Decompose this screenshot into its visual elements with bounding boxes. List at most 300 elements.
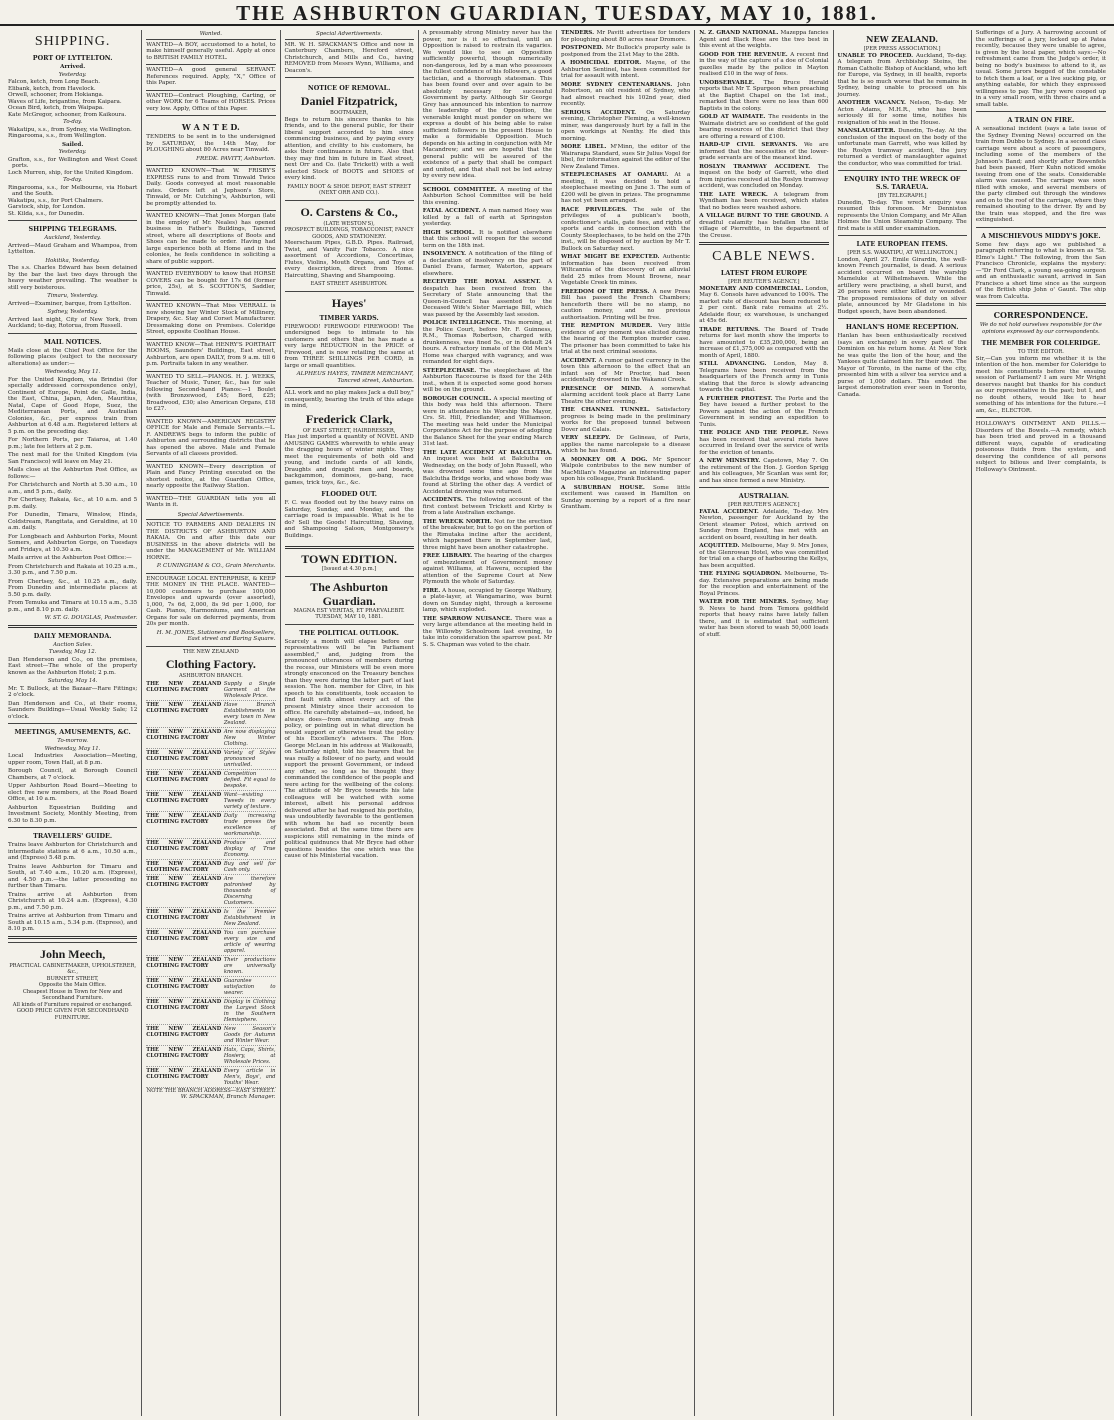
local-item — [561, 323, 690, 356]
telegram-place: Timaru, Yesterday. — [47, 293, 99, 299]
local-item-text: The steeplechase at the Ashburton Racecourse is fixed for the 24th inst., when it is expected some good horses will be on the ground. — [422, 367, 552, 393]
divider — [838, 235, 967, 236]
local-item-head: A SUBURBAN HOUSE. — [561, 484, 645, 491]
local-item — [561, 110, 690, 143]
factory-row — [146, 749, 275, 770]
clothing-factory-advert — [146, 646, 275, 1103]
divider — [976, 111, 1106, 112]
cable-item — [699, 430, 828, 456]
memo-item: Dan Henderson and Co., on the premises, East street—The whole of the property known as the Ashburton Hotel; 2 p.m. — [8, 656, 138, 676]
local-item-text: The residents in the Waimate district are so confident of the gold bearing resources of the district that they are offering a reward of £100. — [699, 114, 829, 140]
flooded-title: FLOODED OUT. — [321, 490, 377, 498]
nz-item-head: UNABLE TO PROCEED. — [837, 52, 914, 59]
factory-row — [146, 860, 275, 875]
travellers-title: TRAVELLERS' GUIDE. — [33, 832, 113, 840]
local-item-head: THE LATE WRECK. — [699, 191, 768, 198]
cable-item — [699, 458, 828, 484]
australian-item — [699, 571, 828, 597]
masthead-title: THE ASHBURTON GUARDIAN, TUESDAY, MAY 10, 1881. — [236, 1, 878, 25]
local-item-text: It is notified elsewhere that this school will reopen for the second term on the 18th inst. — [422, 229, 552, 249]
local-item-text: Very little evidence of any moment was elicited during the hearing of the Rempton murder case. The prisoner has been committed to take his trial at the next criminal sessions. — [561, 323, 691, 355]
train-title: A TRAIN ON FIRE. — [1007, 116, 1075, 124]
local-item — [561, 407, 690, 433]
local-item-text: The following account of the first contest between Trickett and Kirby is from a late Australian exchange. — [422, 497, 552, 516]
factory-row — [146, 929, 275, 956]
factory-row-name: THE NEW ZEALAND CLOTHING FACTORY — [146, 728, 222, 741]
removal-title: NOTICE OF REMOVAL. — [307, 84, 391, 92]
clark-sub: OF EAST STREET, HAIRDRESSER, — [302, 427, 396, 434]
factory-row-desc: Guarantee satisfaction to wearer. — [223, 977, 276, 996]
cable-item-text: London, May 6. Consols have advanced to 100⅜. The market rate of discount has been reduced to 2 per cent. Bank rate remains at 2½. Adelaide flour, ex warehouse, is unchanged at 45s 6d. — [699, 285, 829, 324]
telegram-place: Sydney, Yesterday. — [47, 309, 98, 315]
local-item-text: Mr Spencer Walpole contributes to the new number of MacMillan's Magazine an interesting paper upon his colleague, Frank Buckland. — [561, 456, 691, 482]
cable-agency: [PER REUTER'S AGENCY.] — [728, 279, 800, 285]
european-title: LATE EUROPEAN ITEMS. — [856, 240, 948, 248]
australian-item-head: FATAL ACCIDENT. — [699, 508, 759, 515]
enquiry-agency: [BY TELEGRAPH.] — [877, 193, 927, 199]
carstens-trade: PROSPECT BUILDINGS, TOBACCONIST, FANCY GOODS, AND STATIONERY. — [284, 227, 414, 240]
local-item-text: This morning, at the Police Court, before Mr. F. Guinness, R.M., Thomas Robertson, charged with drunkenness, was fined 5s., or in default 24 hours. A refractory inmate of the Old Men's Home was charged with vagrancy, and was remanded for eight days. — [422, 320, 552, 365]
factory-row-desc: Are therefore patronised by thousands of Discerning Customers. — [223, 875, 276, 906]
cable-item — [699, 327, 828, 360]
cable-item-text: The Board of Trade returns for last month show the imports to have amounted to £35,200,000, being an increase of £1,375,000 as compared with the month of April, 1880. — [699, 326, 829, 359]
local-item-text: Not for the erection of the breakwater, but to go on the portion of the Rimutaka incline after the accident, which happened there in September last, three might have been another catastrophe. — [422, 518, 552, 551]
memo-item: Auction Sales. — [53, 641, 93, 648]
farmers-text: NOTICE TO FARMERS AND DEALERS IN THE DISTRICTS OF ASHBURTON AND RAKAIA. On and after this date our BUSINESS in the above districts will be under the MANAGEMENT of Mr. WILLIAM HORNE. — [146, 522, 276, 561]
arrived-day: To-day. — [63, 119, 83, 125]
divider — [838, 170, 967, 171]
australian-item-head: THE FLYING SQUADRON. — [699, 571, 782, 577]
local-item — [561, 254, 690, 287]
ship-entry: Orwell, schooner, from Hokianga. — [8, 92, 104, 98]
train-item: Trains arrive at Ashburton from Christchurch at 10.24 a.m. (Express), 4.30 p.m., and 7.50 p.m. — [8, 891, 138, 911]
holloway-advert: HOLLOWAY'S OINTMENT AND PILLS.—Disorders of the Bowels.—A remedy, which has been tried and proved in a thousand different ways, capable of eradicating poisonous fluids from the system, and deserving the confidence of all persons subject to bilious and liver complaints, is Holloway's Ointment. — [975, 421, 1106, 473]
factory-row-name: THE NEW ZEALAND CLOTHING FACTORY — [146, 791, 222, 804]
factory-row-name: THE NEW ZEALAND CLOTHING FACTORY — [146, 1046, 222, 1059]
factory-row-name: THE NEW ZEALAND CLOTHING FACTORY — [146, 977, 222, 990]
local-item-head: THE WRECK NORTH. — [422, 518, 492, 525]
cable-item-head: THE POLICE AND THE PEOPLE. — [699, 430, 809, 436]
carstens-advert — [285, 200, 414, 290]
wanted-ad: WANTED KNOWN—That Miss VERRALL is now showing her Winter Stock of Millinery, Drapery, &c. Stay and Corset Manufacturer. Dressmaking done on Premises. Coleridge Street, opposite Coolihan House. — [146, 300, 275, 338]
nz-item-text: Nelson, To-day. Mr Acton Adams, M.H.R., who has been seriously ill for some time, notifies his resignation of his seat in the House. — [837, 100, 967, 126]
divider — [285, 576, 414, 577]
mail-item: Mails close at the Ashburton Post Office, as follows:— — [8, 467, 138, 480]
factory-row-desc: Supply a Single Garment at the Wholesale Price. — [223, 680, 276, 699]
local-item-head: POLICE INTELLIGENCE. — [422, 320, 502, 326]
ship-entry: Ringarooma, s.s., from Wellington. — [8, 133, 107, 139]
telegrams-title: SHIPPING TELEGRAMS. — [28, 225, 117, 233]
local-item-text: We are informed that the necessities of the lower-grade servants are of the meanest kind. — [699, 142, 829, 161]
fitzpatrick-trade: BOOTMAKER, — [330, 110, 369, 116]
local-item — [423, 553, 552, 586]
factory-row-desc: Is the Premier Establishment in New Zealand. — [223, 908, 276, 927]
nz-item — [838, 128, 967, 167]
australian-agency: [PER REUTER'S AGENCY.] — [728, 502, 800, 508]
local-item — [561, 82, 690, 108]
mail-item: The next mail for the United Kingdom (via San Francisco) will leave on May 21. — [8, 452, 138, 465]
memo-item: Mr. T. Bullock, at the Bazaar—Rare Fittings; 2 o'clock. — [8, 685, 138, 698]
cable-item-head: MONETARY AND COMMERCIAL. — [699, 285, 804, 292]
jury-text: Sufferings of a Jury. A harrowing account of the sufferings of a jury, locked up at Patea recently, because they were unable to agree, is given by the local paper, which says:—No refreshment came from the Judge's order, it being no body's business to attend to it, as usual. Some jurors begged of the constable to fetch them a loaf, or a live sucking pig, or anything eatable, for which they expressed willingness to pay. The jury were cooped up in a very small room, with three chairs and a small table. — [975, 30, 1106, 108]
divider — [699, 487, 828, 488]
local-item-head: A VILLAGE BURNT TO THE GROUND. — [699, 213, 823, 219]
local-item-head: A MONKEY OR A DOG. — [561, 456, 648, 463]
ship-entry: Ocean Bird, ketch, from Waipapa. — [8, 105, 104, 111]
cable-item-text: News has been received that several riots have occurred in Ireland over the service of writs for the eviction of tenants. — [699, 430, 829, 456]
factory-row-desc: You can purchase every size and article of wearing apparel. — [223, 929, 276, 954]
factory-row — [146, 770, 275, 791]
divider — [8, 827, 137, 828]
masthead — [0, 0, 1114, 26]
political-title: THE POLITICAL OUTLOOK. — [299, 628, 399, 637]
divider — [285, 546, 414, 549]
telegram-place: Auckland, Yesterday. — [44, 235, 101, 241]
encourage-advert — [146, 573, 275, 645]
local-item-text: M'Minn, the editor of the Wairarapa Standard, sues Sir Julius Vogel for libel, for information against the editor of the New Zealand Times. — [561, 144, 691, 170]
local-item-text: A special meeting of this body was held this afternoon. There were in attendance his Worship the Mayor, Crs. St. Hill, Friedlander, and Williamson. The meeting was held under the Municipal Corporations Act for the purpose of adopting the Balance Sheet for the year ending March 31st last. — [422, 395, 553, 447]
factory-row — [146, 701, 275, 728]
australian-item — [699, 543, 828, 569]
hanlan-text: Hanlan has been enthusiastically received (says an exchange) in every part of the Dominion on his return home. At New York he was quite the lion of the hour, and the Yankees quite claimed him for their own. The Mayor of Toronto, in the name of the city, presented him with a silver tea service and a purse of 1,000 dollars. This ended the largest demonstration ever seen in Toronto, Canada. — [837, 333, 967, 398]
local-item-text: Mr Pavitt advertises for tenders for ploughing about 80 acres near Dromore. — [561, 30, 691, 43]
meeting-item: Upper Ashburton Road Board—Meeting to elect five new members, at the Road Board Office, at 10 a.m. — [8, 783, 138, 802]
cable-item-head: A NEW MINISTRY. — [699, 458, 761, 464]
meech-advert — [8, 942, 137, 1024]
local-item — [423, 368, 552, 394]
factory-row — [146, 908, 275, 929]
local-item — [561, 435, 690, 455]
cable-item-text: The Porte and the Bey have issued a further protest to the Powers against the action of the French Government in sending an expedition to Tunis. — [699, 395, 829, 428]
local-item — [561, 60, 690, 80]
factory-row-name: THE NEW ZEALAND CLOTHING FACTORY — [146, 875, 222, 888]
telegram-text: Arrived—Examiner, barque, from Lyttelton. — [8, 300, 132, 307]
local-item-text: On Saturday evening, Christopher Fleming, a well-known miner, was dangerously hurt by a fall in the open workings at Nenthy. He died this morning. — [561, 109, 691, 142]
meech-line: Cheapest House in Town for New and Secondhand Furniture. — [22, 988, 123, 1001]
local-item — [561, 358, 690, 384]
local-item-text: The Bruce Herald reports that Mr T. Spurgeon when preaching at the Baptist Chapel on the 1st inst., remarked that there were no less than 600 Baptists in the colony. — [699, 79, 829, 112]
ship-entry: Kate McGregor, schooner, from Kaikoura. — [8, 111, 127, 118]
divider — [8, 936, 137, 939]
factory-row-desc: Produce and display of True Economy. — [223, 839, 276, 858]
factory-header: THE NEW ZEALAND — [182, 648, 239, 655]
clark-text: Has just imported a quantity of NOVEL AND AMUSING GAMES wherewith to while away the dragging hours of winter nights. They meet the requirements of both old and young, and include cards of all kinds, Draughts and draught men and boards, backgammon, dominoes, go-bang, race games, trick toys, &c., &c. — [284, 434, 414, 486]
ship-entry: Wakatipu, s.s., from Sydney, via Wellington. — [8, 126, 132, 133]
local-item-head: MORE LIBEL. — [561, 144, 607, 150]
nz-items — [838, 53, 967, 168]
hayes-sub: TIMBER YARDS. — [319, 313, 379, 322]
local-item-text: A dreadful calamity has befallen the little village of Pierrefitte, in the department of the Creuse. — [699, 213, 829, 239]
factory-branch: ASHBURTON BRANCH. — [178, 673, 243, 679]
local-item-head: INSOLVENCY. — [422, 251, 467, 257]
australian-item-head: WATER FOR THE MINERS. — [699, 599, 789, 605]
local-item-head: HARD-UP CIVIL SERVANTS. — [699, 142, 798, 148]
divider — [285, 624, 414, 625]
wanted-ad: WANTED KNOWN—Every description of Plain and Fancy Printing executed on the shortest notice, at the Guardian Office, nearly opposite the Railway Station. — [146, 461, 275, 492]
cable-item-head: A FURTHER PROTEST. — [699, 395, 773, 402]
mail-item: For Christchurch and North at 5.30 a.m., 10 a.m., and 5 p.m., daily. — [8, 482, 138, 495]
middy-text: Some few days ago we published a paragraph referring to what is known as "St. Elmo's Light." The following, from the San Francisco Chronicle, explains the mystery:—"Dr Ford Clark, a young sea-going surgeon and an enthusiastic savant, arrived in San Francisco a short time since as the surgeon of the British ship John o' Gaunt. The ship was from Calcutta. — [975, 241, 1106, 300]
factory-row-desc: Every article in Men's, Boys', and Youths' Wear. — [223, 1067, 276, 1086]
local-item-head: POSTPONED. — [561, 45, 604, 51]
wanted-ad: WANTED KNOWN—That Jones Morgan (late in the employ of Mr. Neales) has opened business in Father's Buildings, Tancred street, where all descriptions of Boots and Shoes can be made to order. Having had large experience both at Home and in the colonies, he feels confidence in soliciting a share of public support. — [146, 210, 275, 267]
cable-item — [699, 286, 828, 325]
meech-line: PRACTICAL CABINETMAKER, UPHOLSTERER, &c., — [9, 962, 137, 975]
local-item — [699, 80, 828, 113]
local-item-text: Authentic information has been received from Wiltcannia of the discovery of an alluvial field 25 miles from Mount Browne, near Vegetable Creek tin mines. — [561, 254, 691, 286]
cable-items — [699, 286, 828, 485]
divider — [8, 723, 137, 724]
local-item-head: ROSLYN TRAMWAY ACCIDENT. — [699, 163, 811, 170]
sailed-day: Yesterday. — [58, 149, 87, 155]
factory-rows — [146, 680, 275, 1088]
memo-item: Tuesday, May 12. — [48, 649, 97, 655]
ship-entry: Ringarooma, s.s., for Melbourne, via Hobart and the South. — [8, 184, 138, 197]
mail-item: For Longbeach and Ashburton Forks, Mount Somers, and Ashburton Gorge, on Tuesdays and Fridays, at 10.30 a.m. — [8, 533, 138, 553]
wanted-ad: WANTED EVERYBODY to know that HORSE COVERS can be bought for 17s 6d (former price, 25s), at S. SCOTTON'S, Saddler, Tinwald. — [146, 268, 275, 299]
article-text: A presumably strong Ministry never has the power, nor is it so effectual, until an Opposition is raised to restrain its vagaries. We would like to see an Opposition sufficiently powerful, though numerically non-dangerous, led by a man who possesses the fullest confidence of his followers, a good tactician, and a thorough statesman. This has been found over and over again to be absolutely necessary for successful Government by party. Although Sir George Grey has announced his intention to narrow the leadership of the Opposition, the venerable knight must ponder on where we express a doubt of his being able to raise sufficient followers in the present House to make a formidable Opposition. Much depends on his acting in conjunction with Mr Macandrew; and we are hopeful that the general public will be assured of the existence of a party that shall be compact and united, and that shall not be led astray by every new idea. — [422, 30, 552, 179]
mail-item: Wednesday, May 11. — [44, 369, 101, 375]
column-7 — [834, 30, 972, 1416]
factory-row-name: THE NEW ZEALAND CLOTHING FACTORY — [146, 839, 222, 852]
special-header: Special Advertisements. — [316, 31, 383, 37]
nz-item-text: Dunedin, To-day. At the conclusion of the inquest on the body of the unfortunate man Garrett, who was killed by the Roslyn tramway accident, the jury returned a verdict of manslaughter against the conductor, who was committed for trial. — [837, 128, 967, 167]
factory-row-name: THE NEW ZEALAND CLOTHING FACTORY — [146, 1025, 222, 1038]
meeting-item: To-morrow. — [57, 738, 88, 744]
local-item-text: The inquest on the body of Garrett, who died from injuries received at the Roslyn tramway accident, was concluded on Monday. — [699, 163, 829, 189]
local-item-head: GOOD FOR THE REVENUE. — [699, 51, 788, 58]
factory-row-desc: Are now displaying New Winter Clothing. — [223, 728, 276, 747]
sailed-day: To-day. — [63, 177, 83, 183]
spackman-notice: MR. W. H. SPACKMAN'S Office and now in Canterbury Chambers, Hereford street, Christchurch, and Mills and Co., having REMOVED from Messrs Wynn, Williams, and Deacon's. — [285, 39, 414, 77]
carstens-text: Meerschaum Pipes, G.B.D. Pipes. Railroad, Twist, and Vanity Fair Tobacco. A nice assortment of Accordions, Concertinas, Flutes, Violins, Mouth Organs, and Toys of every description, direct from Home. Haircutting, Shaving and Shampooing. — [284, 240, 414, 279]
cable-item — [699, 396, 828, 429]
factory-row-name: THE NEW ZEALAND CLOTHING FACTORY — [146, 770, 222, 783]
cable-item-head: TRADE RETURNS. — [699, 326, 760, 333]
wanted-ad: WANTED—THE GUARDIAN tells you all Wants in it. — [146, 493, 275, 511]
local-item — [423, 251, 552, 277]
factory-row-desc: New Season's Goods for Autumn and Winter Wear. — [223, 1025, 276, 1044]
local-item — [561, 30, 690, 43]
factory-row-name: THE NEW ZEALAND CLOTHING FACTORY — [146, 956, 222, 969]
local-item — [423, 320, 552, 366]
train-text: A sensational incident (says a late issue of the Sydney Evening News) occurred on the train from Dubbo to Sydney. In a second class carriage were about a score of passengers, including some of the members of the Johnson's Band; and shortly after Bowenfels had been passed, Herr Kuhn noticed smoke issuing from one of the seats. Considerable alarm was caused. The carriage was soon filled with smoke, and several members of the party climbed out through the windows and on to the roof of the carriage, where they remained shouting to the driver. By and by the train was stopped, and the fire was extinguished. — [975, 126, 1106, 223]
factory-row-desc: Want—existing Tweeds in every variety of texture. — [223, 791, 276, 810]
local-item-head: HIGH SCHOOL. — [422, 229, 475, 236]
factory-row-desc: Competition defied. Fit equal to bespoke. — [223, 770, 276, 789]
mail-signature: W. ST. G. DOUGLAS, Postmaster. — [44, 615, 138, 621]
correspondence-text: Sir,—Can you inform me whether it is the intention of the hon. member for Coleridge to meet his constituents before the ensuing session of Parliament? I am sure Mr Wright deserves naught but thanks for his conduct as our representative in the past; but I, and no doubt others, would like to hear something of his intentions for the future.—I am, &c., ELECTOR. — [975, 355, 1106, 414]
factory-row — [146, 791, 275, 812]
town-edition-title: TOWN EDITION. — [301, 552, 398, 566]
european-agency: [PER S.S. WAKATIPU, AT WELLINGTON.] — [847, 250, 957, 256]
column-5 — [557, 30, 695, 1416]
meech-line: All kinds of Furniture repaired or exchanged. — [12, 1001, 133, 1008]
hanlan-title: HANLAN'S HOME RECEPTION. — [845, 323, 959, 331]
local-item-head: WHAT MIGHT BE EXPECTED. — [561, 254, 660, 260]
factory-row — [146, 1046, 275, 1067]
factory-row — [146, 680, 275, 701]
arrived-title: Arrived. — [60, 64, 86, 70]
wanted-ad: WANTED—A good general SERVANT. References required. Apply, "X," Office of this Paper. — [146, 64, 275, 89]
meeting-item: Local Industries Association—Meeting, upper room, Town Hall, at 8 p.m. — [8, 753, 138, 766]
cable-sub: LATEST FROM EUROPE — [720, 269, 807, 277]
factory-row — [146, 875, 275, 908]
local-item-head: FREE LIBRARY. — [422, 553, 473, 559]
local-item — [699, 30, 828, 50]
divider — [423, 183, 552, 184]
factory-row-desc: Have Branch Establishments in every town in New Zealand. — [223, 701, 276, 726]
factory-row — [146, 1025, 275, 1046]
local-item-head: ACCIDENT. — [561, 357, 597, 364]
local-item-text: Mazeppa fancies Agent and Black Rose are the two best in this event at the weights. — [699, 30, 829, 49]
mail-item: Mails arrive at the Ashburton Post Office:— — [8, 555, 132, 561]
mail-item: From Christchurch and Rakaia at 10.25 a.m., 3.30 p.m., and 7.50 p.m. — [8, 563, 138, 576]
australian-item-text: Melbourne, May 9. Mrs Jones, of the Glenrowan Hotel, who was committed for trial on a charge of harbouring the Kellys, has been acquitted. — [699, 543, 829, 569]
local-item-head: RECEIVED THE ROYAL ASSENT. — [422, 279, 541, 285]
local-item-head: STEEPLECHASE. — [422, 367, 477, 374]
divider — [699, 242, 828, 245]
local-items — [561, 30, 690, 511]
factory-row-desc: Daily increasing trade proves the excellence of workmanship. — [223, 812, 276, 837]
local-item — [561, 457, 690, 483]
european-text: London, April 27. Emile Girardin, the well-known French journalist, is dead. A serious accident occurred on board the warship Mameluke at Wilhelmshaven. While the artillery were practising, a shell burst, and 26 persons were either killed or wounded. The proposed remissions of duty on silver plate, announced by Mr Gladstone in his Budget speech, have been abandoned. — [837, 256, 967, 315]
column-6 — [695, 30, 833, 1416]
australian-item — [699, 509, 828, 542]
cable-title: CABLE NEWS. — [712, 249, 816, 264]
local-item-head: FATAL ACCIDENT. — [422, 208, 481, 214]
newspaper-columns — [4, 30, 1110, 1416]
meeting-item: Wednesday, May 11. — [44, 745, 101, 752]
local-item-text: A man named Hoey was killed by a fall of earth at Springston yesterday. — [422, 208, 552, 227]
local-item — [423, 187, 552, 207]
carstens-name: O. Carstens & Co., — [300, 204, 398, 219]
fitzpatrick-name: Daniel Fitzpatrick, — [300, 94, 398, 108]
town-edition-issued: [Issued at 4.30 p.m.] — [321, 566, 377, 572]
meeting-item: Borough Council, at Borough Council Chambers, at 7 o'clock. — [8, 768, 138, 781]
local-items — [699, 30, 828, 239]
factory-row — [146, 812, 275, 839]
local-item-text: The sale of the privileges of a publican's booth, confectioner's stalls, gate fees, and rights of sports and cards in connection with the County Steeplechases, to be held on the 27th inst., will be disposed of by auction by Mr T. Bullock on Saturday next. — [561, 206, 691, 252]
carstens-sub: (LATE WESTON'S), — [323, 220, 375, 227]
wanted-ad: WANTED KNOW—That HENRY'S PORTRAIT ROOMS, Saunders' Buildings, East street, Ashburton, are open DAILY, from 9 a.m. till 6 p.m. Portraits taken in any weather. — [146, 339, 275, 370]
factory-row — [146, 839, 275, 860]
enquiry-title: ENQUIRY INTO THE WRECK OF S.S. TARAEUA. — [843, 175, 961, 191]
memo-item: Saturday, May 14. — [47, 678, 98, 684]
local-item-head: UNOBSERVABLE. — [699, 79, 755, 86]
wanted-ad: WANTED KNOWN—That W. FRISBY'S EXPRESS runs to and from Tinwald Twice Daily. Goods conveyed at most reasonable rates. Orders left at Jephson's Store, Tinwald, or Mr. Cutching's, Ashburton, will be promptly attended to. — [146, 165, 275, 209]
divider — [976, 417, 1106, 418]
local-item-head: PRESENCE OF MIND. — [561, 385, 642, 392]
divider — [8, 333, 137, 334]
telegram-place: Hokitika, Yesterday. — [45, 257, 100, 264]
enquiry-text: Dunedin, To-day. The wreck enquiry was resumed this forenoon. Mr Denniston represents the Union Company, and Mr Allan Holmes the Union Steamship Company. The first mate is still under examination. — [837, 199, 967, 232]
memo-item: Dan Henderson and Co., at their rooms, Saunders Buildings—Usual Weekly Sale; 12 o'clock. — [8, 700, 138, 720]
local-item-text: John Robertson, an old resident of Sydney, who had almost reached his 102nd year, died recently. — [561, 81, 691, 107]
local-item-head: BOROUGH COUNCIL. — [422, 395, 492, 402]
fitzpatrick-text: Begs to return his sincere thanks to his friends, and to the general public, for their liberal support accorded to him since commencing business, and by paying every attention, and civility to his customers, he asks their continuance in future. Also that they may find him in future in East street, next Orr and Co. (late Trickett) with a well selected Stock of BOOTS and SHOES of every kind. — [284, 116, 414, 181]
ship-entry: Grafton, s.s., for Wellington and West Coast ports. — [8, 156, 138, 169]
nz-agency: [PER PRESS ASSOCIATION.] — [863, 46, 941, 52]
divider — [976, 227, 1106, 228]
hayes-signature: ALPHEUS HAYES, TIMBER MERCHANT, Tancred street, Ashburton. — [296, 371, 414, 384]
local-item — [423, 450, 552, 496]
local-item-head: RACE PRIVILEGES. — [561, 206, 627, 213]
flooded-text: F. C. was flooded out by the heavy rains on Saturday, Sunday, and Monday, and the carriage road is impassable. What is he to do? Sell the Goods! Haircutting, Shaving, and Shampooing Saloon, Montgomery's Buildings. — [284, 500, 414, 539]
factory-row-name: THE NEW ZEALAND CLOTHING FACTORY — [146, 929, 222, 942]
nz-title: NEW ZEALAND. — [866, 34, 939, 44]
local-item — [699, 164, 828, 190]
local-item-head: FIRE. — [422, 587, 441, 594]
factory-row — [146, 728, 275, 749]
farmers-signature: P. CUNINGHAM & CO., Grain Merchants. — [156, 563, 276, 569]
ship-entry: Wakatipu, s.s., for Port Chalmers. — [8, 197, 104, 204]
divider — [838, 318, 967, 319]
factory-row-name: THE NEW ZEALAND CLOTHING FACTORY — [146, 908, 222, 921]
local-item — [423, 279, 552, 318]
factory-row-name: THE NEW ZEALAND CLOTHING FACTORY — [146, 812, 222, 825]
mail-item: For the United Kingdom, via Brindisi (for specially addressed correspondence only), Continent of Europe, Point de Galle, India, the East, China, Japan, Aden, Mauritius, Natal, Cape of Good Hope, Suez, the Mediterranean Ports, and Australian Colonies, &c., per express train from Ashburton at 6.48 a.m. Registered letters at 5 p.m. on the preceding day. — [8, 376, 138, 435]
local-item — [699, 142, 828, 162]
hayes-text: FIREWOOD! FIREWOOD! FIREWOOD! The undersigned begs to intimate to his customers and others that he has made a very large REDUCTION in the PRICE of Firewood, and is now retailing the same at from THREE SHILLINGS PER CORD, in large or small quantities. — [284, 323, 414, 369]
local-item-text: A house, occupied by George Wathury, a plate-layer, at Wangamarino, was burnt down on Sunday night, through a kerosene lamp, which exploded. — [422, 587, 552, 613]
local-item-head: A HOMICIDAL EDITOR. — [561, 60, 642, 66]
cable-item-text: Capetown, May 7. On the retirement of the Hon. J. Gordon Sprigg and his colleagues, Mr Scanlan was sent for, and has since formed a new Ministry. — [699, 458, 829, 484]
hayes-advert — [285, 291, 414, 387]
clark-name: Frederick Clark, — [305, 411, 393, 426]
column-8 — [972, 30, 1110, 1416]
factory-row — [146, 1067, 275, 1088]
farmers-notice — [146, 519, 275, 572]
factory-row-name: THE NEW ZEALAND CLOTHING FACTORY — [146, 680, 222, 693]
local-item-text: A despatch has been received from the Secretary of State announcing that the Queen-in-Council has assented to the Deceased Wife's Sister Marriage Bill, which was passed by the Assembly last session. — [422, 279, 552, 318]
train-item: Trains leave Ashburton for Christchurch and intermediate stations at 6 a.m., 10.50 a.m., and (Express) 5.48 p.m. — [8, 842, 138, 861]
wanted-ad: WANTED—Contract Ploughing, Carting, or other WORK for 6 Teams of HORSES. Prices very low. Apply, Office of this Paper. — [146, 90, 275, 115]
meech-line: GOOD PRICE GIVEN FOR SECONDHAND FURNITURE. — [16, 1008, 129, 1021]
fitzpatrick-advert — [285, 77, 414, 199]
nz-item-head: MANSLAUGHTER. — [837, 128, 896, 134]
factory-note: NOTE THE BRANCH ADDRESS—EAST STREET. — [146, 1087, 275, 1094]
column-4 — [419, 30, 557, 1416]
mail-item: Mails close at the Chief Post Office for the following places (subject to the necessary alterations) as under:— — [8, 347, 138, 367]
australian-item-text: Adelaide, To-day. Mrs Newton, passenger for Auckland by the Orient steamer Potosi, which arrived on Sunday from England, has met with an accident on board, resulting in her death. — [699, 508, 829, 541]
factory-row-name: THE NEW ZEALAND CLOTHING FACTORY — [146, 701, 222, 714]
local-item — [561, 172, 690, 205]
local-item — [423, 497, 552, 517]
factory-row-desc: Display in Clothing the Largest Stock in the Southern Hemisphere. — [223, 998, 276, 1023]
local-items — [423, 187, 552, 649]
tenders-text: TENDERS to be sent in to the undersigned by SATURDAY, the 14th May, for PLOUGHING about 80 Acres near Tinwald. — [146, 134, 276, 153]
factory-row-desc: Buy and sell for Cash only. — [223, 860, 276, 873]
meech-name: John Meech, — [39, 946, 106, 961]
train-item: Trains arrive at Ashburton from Timaru and South at 10.15 a.m., 5.34 p.m. (Express), and 8.10 p.m. — [8, 913, 138, 932]
local-item — [561, 144, 690, 170]
divider — [976, 303, 1106, 306]
meeting-item: Ashburton Equestrian Building and Investment Society, Monthly Meeting, from 6.30 to 8.30 p.m. — [8, 804, 138, 824]
telegram-text: Arrived last night, City of New York, from Auckland; to-day, Rotorua, from Russell. — [8, 316, 138, 329]
local-item-head: MORE SYDNEY CENTENARIANS. — [561, 81, 673, 88]
wanted-ad: WANTED KNOWN—AMERICAN REGISTRY OFFICE for Male and Female Servants.—L. F. ANDREWS begs to inform the public of Ashburton and surrounding districts that he has opened the above. Male and Female Servants of all classes provided. — [146, 416, 275, 460]
mail-item: From Chertsey, &c., at 10.25 a.m., daily. From Dunedin and intermediate places at 5.50 p.m. daily. — [8, 578, 138, 598]
correspondence-title: CORRESPONDENCE. — [993, 310, 1089, 320]
tenders-signature: FREDK. PAVITT, Ashburton. — [196, 155, 276, 162]
factory-row-name: THE NEW ZEALAND CLOTHING FACTORY — [146, 860, 222, 873]
australian-item — [699, 599, 828, 638]
ship-entry: Falcon, ketch, from Long Beach. — [8, 79, 101, 85]
local-item-head: ACCIDENTS. — [422, 497, 463, 503]
mail-item: From Temuka and Timaru at 10.15 a.m., 5.35 p.m., and 8.10 p.m. daily. — [8, 600, 138, 613]
local-item-head: VERY SLEEPY. — [561, 435, 611, 441]
